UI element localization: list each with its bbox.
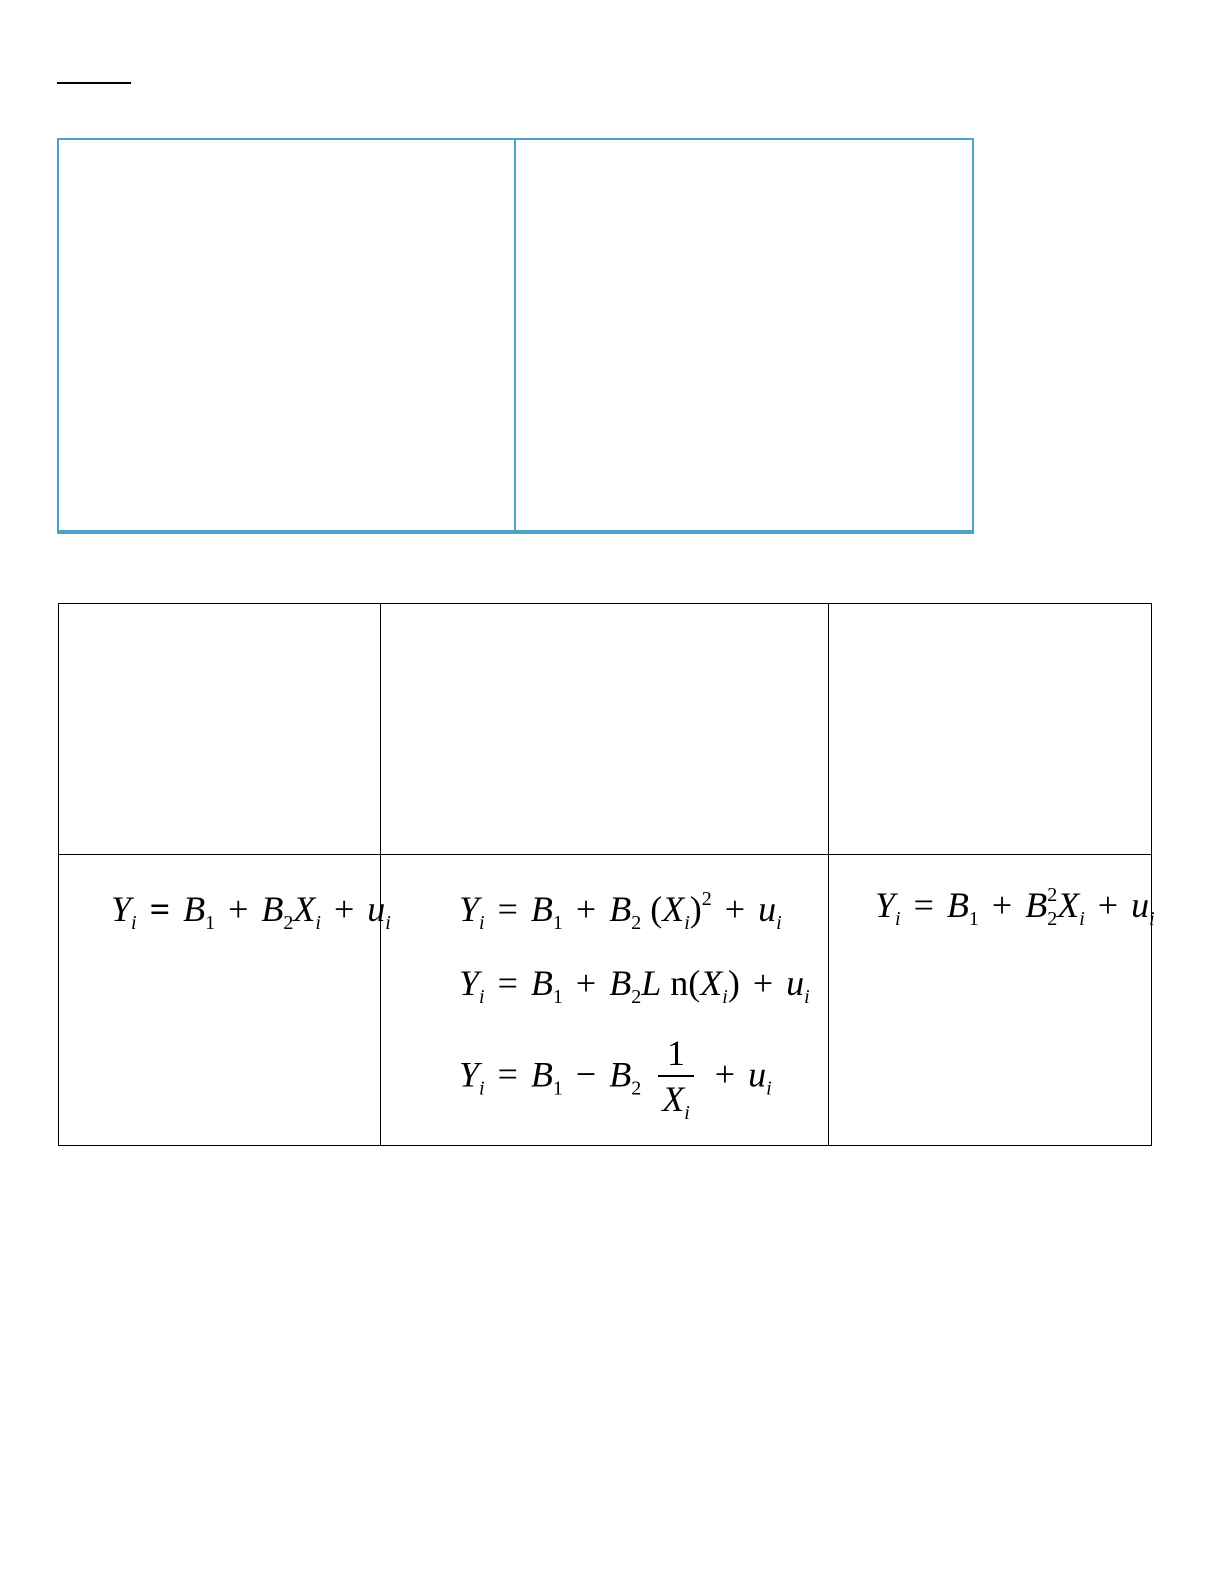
reciprocal-fraction: $\frac{1}{X_i}$ xyxy=(658,1035,694,1117)
table-header-row xyxy=(59,604,1152,855)
table-equation-row xyxy=(59,855,1152,1146)
header-cell-1 xyxy=(59,604,381,855)
equation-logarithmic: $Y_i = B_1 + B_2L$ $n(X_i) + u_i$ xyxy=(459,963,810,1008)
equation-quadratic: $Y_i = B_1 + B_2$ $(X_i)^2 + u_i$ xyxy=(459,888,782,934)
equation-linear: $Y_i = B_1 + B_2X_i + u_i$ xyxy=(111,889,391,934)
equation-cell-squared-coefficient xyxy=(829,855,1155,1146)
equation-reciprocal: $Y_i = B_1 - B_2$ $\frac{1}{X_i}$ + $u_i$ xyxy=(459,1033,772,1124)
equation-squared-coefficient: $Y_i = B_1 + B_2^2X_i + u_i$ xyxy=(875,884,1155,930)
heading-underline xyxy=(57,82,131,84)
equation-cell-linear xyxy=(59,855,391,1146)
answer-box-divider xyxy=(514,140,516,530)
answer-box xyxy=(57,138,974,534)
equations-table xyxy=(58,603,1155,1146)
equation-cell-nonlinear xyxy=(381,855,829,1146)
header-cell-3 xyxy=(829,604,1152,855)
header-cell-2 xyxy=(381,604,829,855)
